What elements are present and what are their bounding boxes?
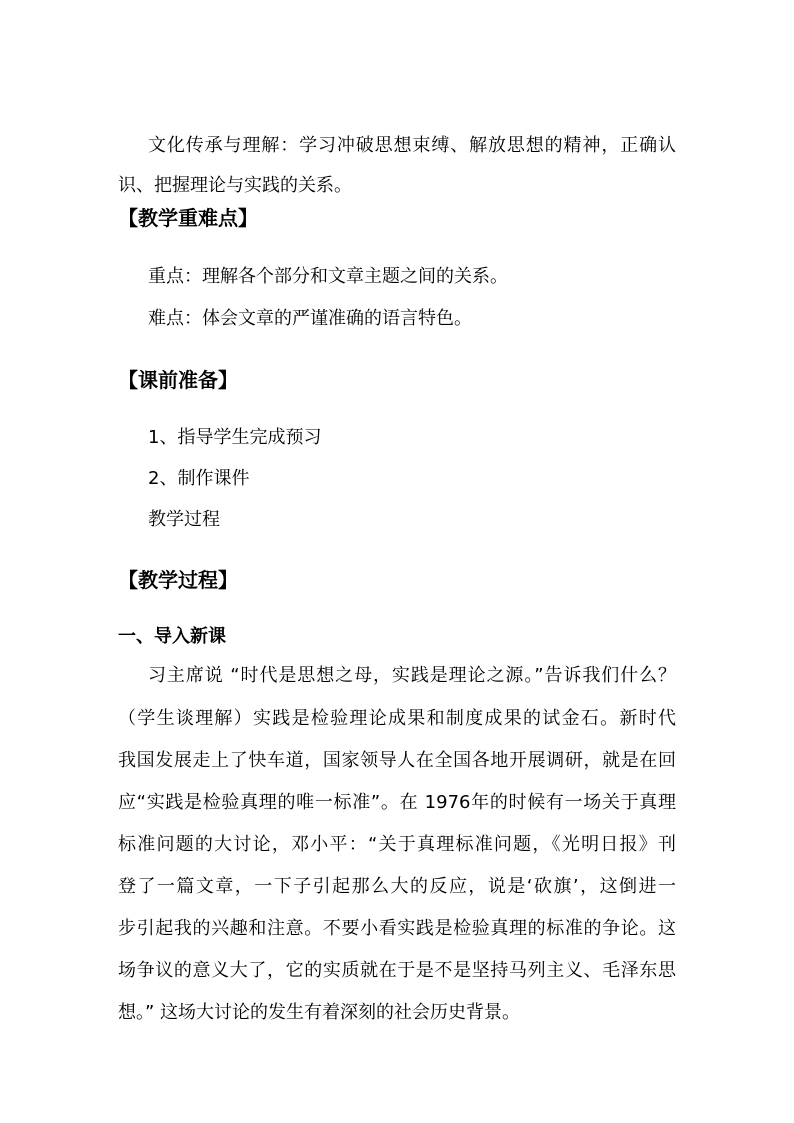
preparation-item: 教学过程 bbox=[148, 509, 220, 530]
paragraph-line: 步引起我的兴趣和注意。不要小看实践是检验真理的标准的争论。这 bbox=[118, 918, 676, 939]
preparation-item: 1、指导学生完成预习 bbox=[148, 427, 322, 448]
preparation-item: 2、制作课件 bbox=[148, 468, 250, 489]
process-heading: 【教学过程】 bbox=[118, 568, 238, 592]
important-point: 重点：理解各个部分和文章主题之间的关系。 bbox=[148, 266, 508, 287]
paragraph-line: 应“实践是检验真理的唯一标准”。在 1976年的时候有一场关于真理 bbox=[118, 792, 676, 813]
difficult-point: 难点：体会文章的严谨准确的语言特色。 bbox=[148, 308, 472, 329]
objectives-line-2: 识、把握理论与实践的关系。 bbox=[118, 175, 352, 196]
section-title: 一、导入新课 bbox=[118, 626, 226, 647]
key-points-heading: 【教学重难点】 bbox=[118, 206, 258, 230]
paragraph-line: 标准问题的大讨论，邓小平：“关于真理标准问题，《光明日报》刊 bbox=[118, 834, 676, 855]
objectives-line-1: 文化传承与理解：学习冲破思想束缚、解放思想的精神，正确认 bbox=[148, 135, 676, 156]
paragraph-line: 登了一篇文章，一下子引起那么大的反应，说是‘砍旗’，这倒进一 bbox=[118, 876, 676, 897]
paragraph-line: 我国发展走上了快车道，国家领导人在全国各地开展调研，就是在回 bbox=[118, 750, 676, 771]
preparation-heading: 【课前准备】 bbox=[118, 368, 238, 392]
paragraph-line: （学生谈理解）实践是检验理论成果和制度成果的试金石。新时代 bbox=[118, 708, 676, 729]
paragraph-line: 习主席说 “时代是思想之母，实践是理论之源。”告诉我们什么？ bbox=[148, 665, 676, 686]
paragraph-line: 场争议的意义大了，它的实质就在于是不是坚持马列主义、毛泽东思 bbox=[118, 960, 676, 981]
paragraph-line: 想。” 这场大讨论的发生有着深刻的社会历史背景。 bbox=[118, 1002, 521, 1023]
